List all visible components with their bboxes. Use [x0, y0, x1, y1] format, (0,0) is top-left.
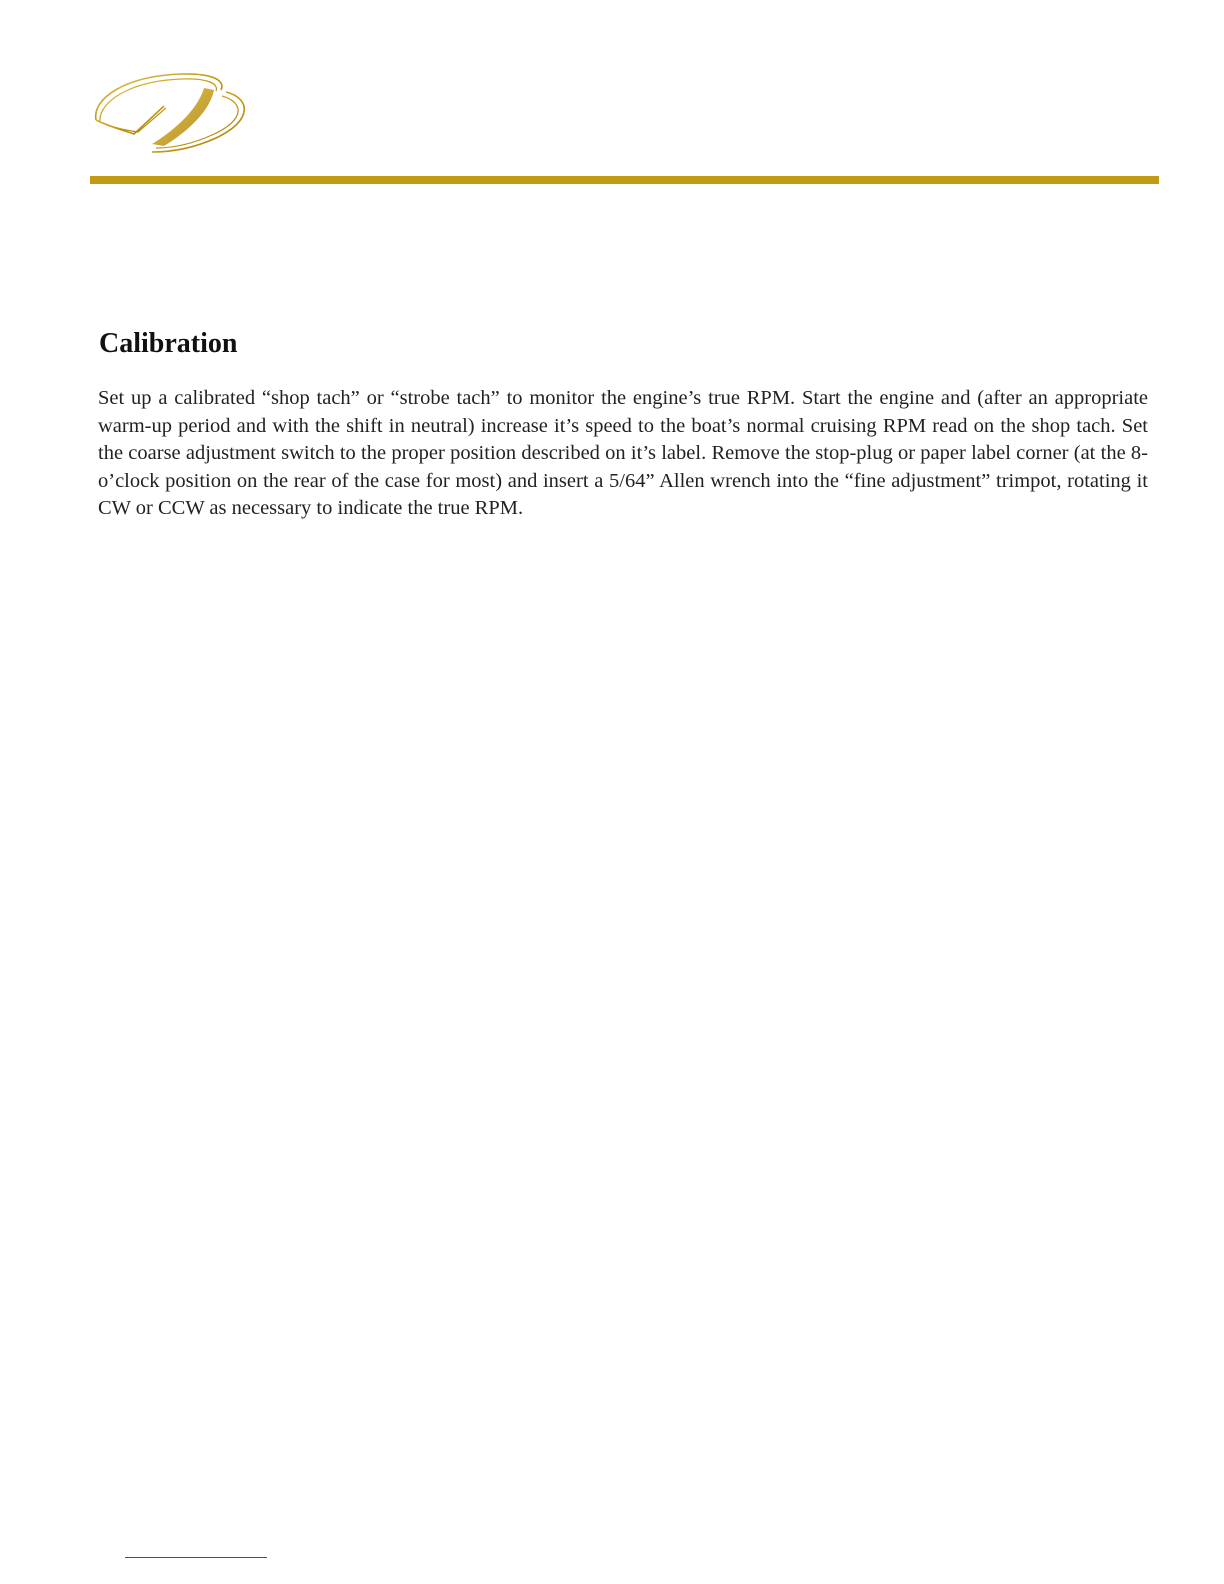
footer-rule [125, 1557, 267, 1558]
company-logo [86, 68, 256, 158]
swoosh-logo-icon [86, 68, 256, 158]
calibration-paragraph: Set up a calibrated “shop tach” or “strobe tach” to monitor the engine’s true RPM. Start the engine and (after an appropriate warm-up period and with the shift in neutral) increase it’s speed to the boat’s normal cruising RPM read on the shop tach. Set the coarse adjustment switch to the proper position described on it’s label. Remove the stop-plug or paper label corner (at the 8-o’clock position on the rear of the case for most) and insert a 5/64” Allen wrench into the “fine adjustment” trimpot, rotating it CW or CCW as necessary to indicate the true RPM. [98, 387, 1148, 520]
section-heading: Calibration [99, 328, 238, 359]
header-rule [90, 176, 1159, 184]
